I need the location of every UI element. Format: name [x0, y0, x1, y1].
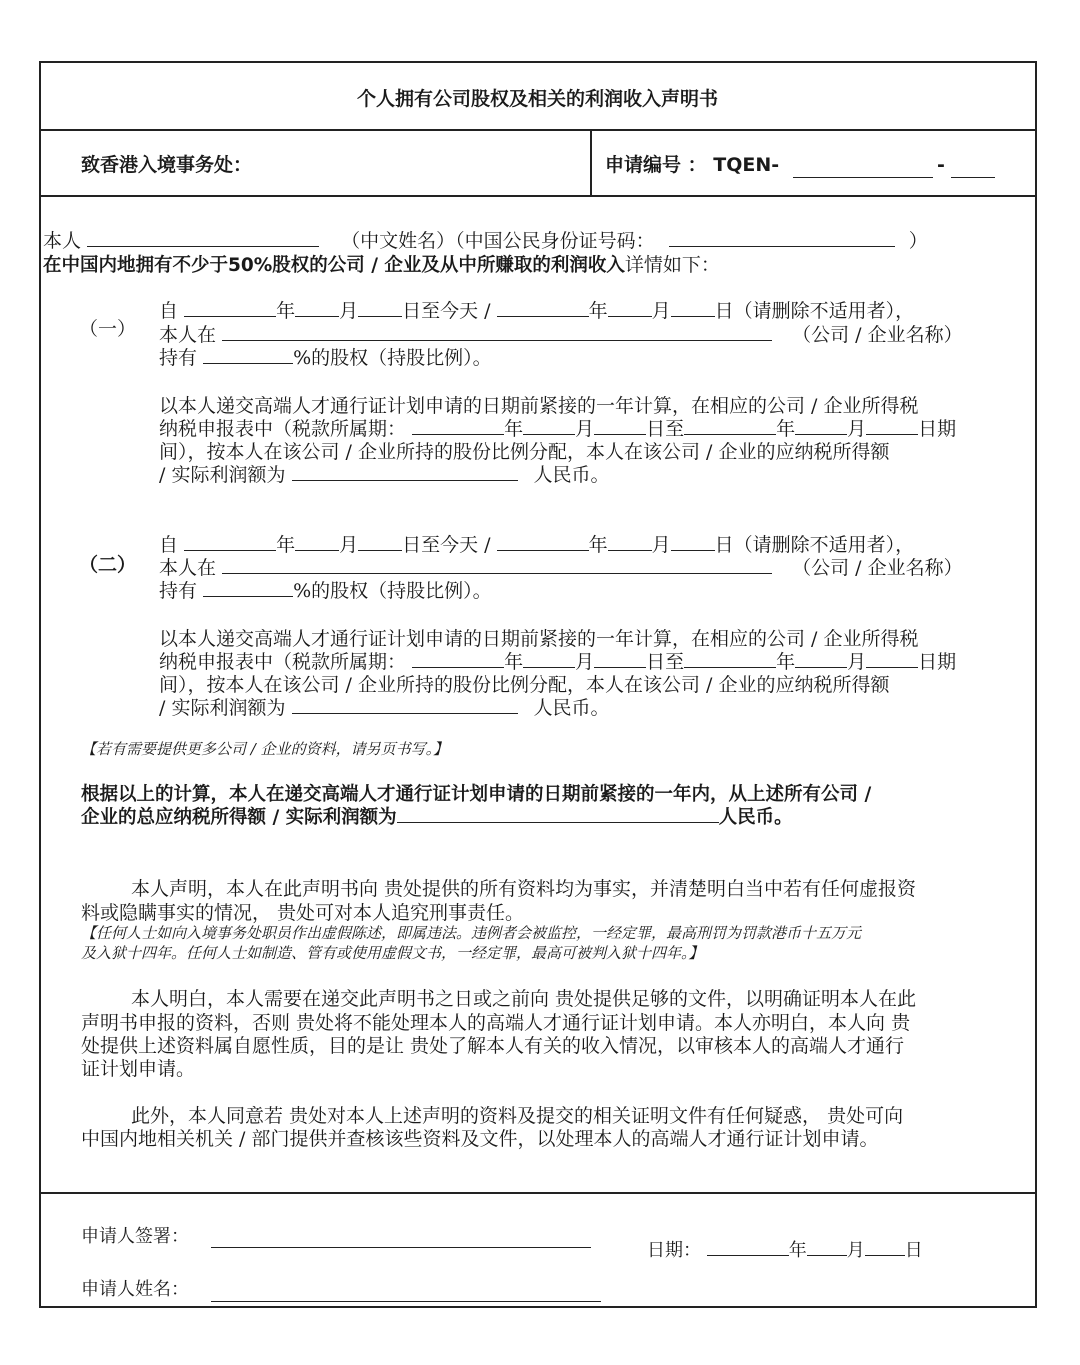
label-company-name: （公司 / 企业名称） — [792, 557, 963, 579]
label-day: 日 — [904, 1240, 923, 1261]
end-day-field[interactable] — [671, 300, 715, 317]
consent-line-2: 中国内地相关机关 / 部门提供并查核该些资料及文件，以处理本人的高端人才通行证计划申请。 — [81, 1128, 879, 1150]
declaration-form — [39, 61, 1037, 1308]
section-1-para-1: 以本人递交高端人才通行证计划申请的日期前紧接的一年计算，在相应的公司 / 企业所得税 — [159, 395, 919, 417]
application-number-label: 申请编号 ： TQEN- — [605, 154, 780, 176]
end-year-field[interactable] — [497, 534, 589, 551]
label-day-to-today: 日至今天 / — [402, 300, 491, 322]
label-company-name: （公司 / 企业名称） — [792, 324, 963, 346]
label-tax-period: 纳税申报表中（税款所属期： — [159, 418, 407, 440]
label-tax-period: 纳税申报表中（税款所属期： — [159, 651, 407, 673]
title-divider — [41, 129, 1035, 131]
understanding-line-2: 声明书申报的资料，否则 贵处将不能处理本人的高端人才通行证计划申请。本人亦明白，本人向 贵 — [81, 1012, 911, 1034]
label-month: 月 — [846, 1240, 865, 1261]
label-year: 年 — [504, 418, 524, 440]
label-month: 月 — [847, 418, 867, 440]
start-month-field[interactable] — [295, 534, 339, 551]
profit-amount-field[interactable] — [292, 697, 518, 714]
label-hold: 持有 — [159, 580, 198, 602]
start-month-field[interactable] — [295, 300, 339, 317]
start-year-field[interactable] — [184, 300, 276, 317]
intro-line-1 — [43, 229, 928, 253]
label-year: 年 — [588, 534, 608, 556]
section-2-period-line — [159, 533, 914, 557]
header-divider — [590, 129, 592, 195]
label-month: 月 — [575, 651, 595, 673]
application-number-dash: - — [937, 154, 945, 176]
label-year: 年 — [504, 651, 524, 673]
warning-line-2: 及入狱十四年。任何人士如制造、管有或使用虚假文书，一经定罪，最高可被判入狱十四年。】 — [81, 944, 704, 962]
label-rmb: 人民币。 — [533, 464, 610, 486]
end-day-field[interactable] — [671, 534, 715, 551]
section-1-para-3: 间），按本人在该公司 / 企业所持的股份比例分配，本人在该公司 / 企业的应纳税所得额 — [159, 441, 890, 463]
understanding-line-4: 证计划申请。 — [81, 1058, 196, 1080]
consent-line-1: 此外，本人同意若 贵处对本人上述声明的资料及提交的相关证明文件有任何疑惑， 贵处可向 — [131, 1105, 904, 1127]
section-2-number: （二） — [79, 554, 137, 576]
warning-line-1: 【任何人士如向入境事务处职员作出虚假陈述，即属违法。违例者会被监控，一经定罪，最高刑罚为罚款港币十五万元 — [81, 924, 862, 942]
section-2-para-1: 以本人递交高端人才通行证计划申请的日期前紧接的一年计算，在相应的公司 / 企业所得税 — [159, 628, 919, 650]
label-day-period: 日期 — [918, 418, 957, 440]
section-2-para-4 — [159, 696, 610, 720]
date-line — [647, 1239, 923, 1263]
label-self-at: 本人在 — [159, 324, 217, 346]
label-month: 月 — [651, 300, 671, 322]
label-year: 年 — [276, 534, 296, 556]
tax-start-year-field[interactable] — [412, 651, 504, 668]
understanding-line-1: 本人明白，本人需要在递交此声明书之日或之前向 贵处提供足够的文件，以明确证明本人在此 — [131, 988, 917, 1010]
tax-end-month-field[interactable] — [795, 418, 847, 435]
section-2-para-2 — [159, 650, 956, 674]
label-day: 日 — [714, 300, 734, 322]
share-percent-field[interactable] — [203, 347, 293, 364]
tax-start-month-field[interactable] — [523, 418, 575, 435]
understanding-line-3: 处提供上述资料属自愿性质，目的是让 贵处了解本人有关的收入情况，以审核本人的高端人才通行 — [81, 1035, 905, 1057]
tax-start-year-field[interactable] — [412, 418, 504, 435]
company-name-field[interactable] — [222, 557, 772, 574]
total-amount-field[interactable] — [397, 806, 719, 823]
intro-details-follow: 详情如下： — [624, 254, 720, 276]
tax-end-month-field[interactable] — [795, 651, 847, 668]
section-2-company-line — [159, 556, 963, 580]
label-rmb: 人民币。 — [533, 697, 610, 719]
intro-close-paren: ） — [908, 230, 928, 252]
declaration-line-1: 本人声明，本人在此声明书向 贵处提供的所有资料均为事实，并清楚明白当中若有任何虚报资 — [131, 878, 917, 900]
intro-line-2 — [43, 253, 720, 278]
label-share-percent: %的股权（持股比例）。 — [293, 580, 492, 602]
applicant-name-field[interactable] — [211, 1285, 601, 1302]
intro-chinese-name: （中文姓名）（中国公民身份证号码： — [341, 230, 655, 252]
label-day-to-today: 日至今天 / — [402, 534, 491, 556]
label-year: 年 — [276, 300, 296, 322]
tax-start-month-field[interactable] — [523, 651, 575, 668]
label-day-period: 日期 — [918, 651, 957, 673]
label-self-at: 本人在 — [159, 557, 217, 579]
tax-end-year-field[interactable] — [684, 418, 776, 435]
total-line-1: 根据以上的计算，本人在递交高端人才通行证计划申请的日期前紧接的一年内，从上述所有公司 / — [81, 784, 872, 805]
label-year: 年 — [588, 300, 608, 322]
label-profit: / 实际利润额为 — [159, 464, 286, 486]
more-companies-note: 【若有需要提供更多公司 / 企业的资料，请另页书写。】 — [81, 740, 449, 758]
section-2-para-3: 间），按本人在该公司 / 企业所持的股份比例分配，本人在该公司 / 企业的应纳税所得额 — [159, 674, 890, 696]
section-1-share-line — [159, 346, 492, 370]
label-share-percent: %的股权（持股比例）。 — [293, 347, 492, 369]
id-number-field[interactable] — [669, 230, 895, 247]
name-label: 申请人姓名： — [81, 1279, 189, 1300]
start-day-field[interactable] — [358, 300, 402, 317]
declaration-line-2: 料或隐瞒事实的情况， 贵处可对本人追究刑事责任。 — [81, 902, 525, 924]
date-label: 日期： — [647, 1240, 701, 1261]
total-line-2 — [81, 806, 793, 830]
addressee: 致香港入境事务处： — [81, 154, 253, 176]
label-day-to: 日至 — [646, 418, 685, 440]
label-from: 自 — [159, 300, 179, 322]
footer-divider — [41, 1192, 1035, 1194]
date-day-field[interactable] — [865, 1239, 905, 1256]
form-title: 个人拥有公司股权及相关的利润收入声明书 — [357, 88, 719, 110]
section-1-company-line — [159, 323, 963, 347]
application-number-suffix-field[interactable] — [951, 161, 995, 178]
label-month: 月 — [575, 418, 595, 440]
label-year: 年 — [776, 651, 796, 673]
tax-start-day-field[interactable] — [594, 651, 646, 668]
start-year-field[interactable] — [184, 534, 276, 551]
section-2-share-line — [159, 579, 492, 603]
total-label: 企业的总应纳税所得额 / 实际利润额为 — [81, 807, 397, 828]
date-year-field[interactable] — [707, 1239, 789, 1256]
intro-self: 本人 — [43, 230, 82, 252]
total-rmb: 人民币。 — [718, 807, 793, 828]
tax-start-day-field[interactable] — [594, 418, 646, 435]
section-1-period-line — [159, 299, 914, 323]
section-1-para-4 — [159, 463, 610, 487]
delete-note: （请删除不适用者）， — [733, 300, 915, 322]
label-year: 年 — [776, 418, 796, 440]
tax-end-day-field[interactable] — [866, 418, 918, 435]
end-month-field[interactable] — [608, 534, 652, 551]
share-percent-field[interactable] — [203, 580, 293, 597]
section-1-number: （一） — [79, 318, 137, 340]
tax-end-year-field[interactable] — [684, 651, 776, 668]
label-hold: 持有 — [159, 347, 198, 369]
start-day-field[interactable] — [358, 534, 402, 551]
label-day: 日 — [714, 534, 734, 556]
section-1-para-2 — [159, 417, 956, 441]
label-month: 月 — [339, 534, 359, 556]
end-year-field[interactable] — [497, 300, 589, 317]
profit-amount-field[interactable] — [292, 464, 518, 481]
end-month-field[interactable] — [608, 300, 652, 317]
date-month-field[interactable] — [807, 1239, 847, 1256]
label-from: 自 — [159, 534, 179, 556]
label-month: 月 — [339, 300, 359, 322]
label-day-to: 日至 — [646, 651, 685, 673]
application-number-field[interactable] — [793, 161, 933, 178]
name-field[interactable] — [87, 230, 319, 247]
signature-label: 申请人签署： — [81, 1226, 189, 1247]
tax-end-day-field[interactable] — [866, 651, 918, 668]
header-bottom-divider — [41, 195, 1035, 197]
label-profit: / 实际利润额为 — [159, 697, 286, 719]
company-name-field[interactable] — [222, 324, 772, 341]
label-month: 月 — [847, 651, 867, 673]
label-month: 月 — [651, 534, 671, 556]
signature-field[interactable] — [211, 1231, 591, 1248]
delete-note: （请删除不适用者）， — [733, 534, 915, 556]
label-year: 年 — [788, 1240, 807, 1261]
intro-bold-statement: 在中国内地拥有不少于50%股权的公司 / 企业及从中所赚取的利润收入 — [43, 255, 625, 276]
